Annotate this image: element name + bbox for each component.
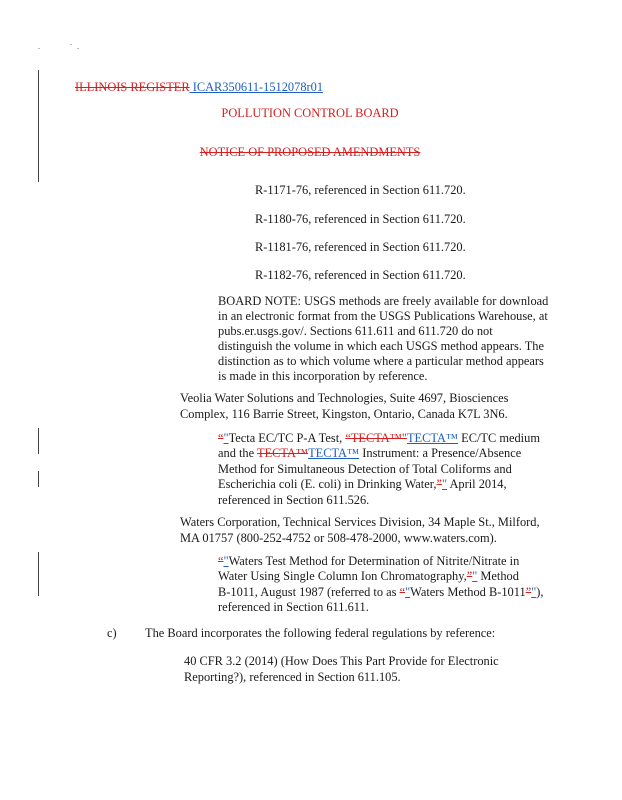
tecta-entry — [218, 431, 540, 508]
waters-line: MA 01757 (800-252-4752 or 508-478-2000, www.waters.com). — [180, 530, 497, 545]
veolia-line: Complex, 116 Barrie Street, Kingston, Ontario, Canada K7L 3N6. — [180, 406, 508, 421]
board-title: POLLUTION CONTROL BOARD — [221, 106, 399, 120]
tecta-line-3: Method for Simultaneous Detection of Total Coliforms and — [218, 461, 512, 476]
change-bar — [38, 70, 39, 182]
scan-speck — [77, 48, 79, 49]
waters-test-line-3: B-1011, August 1987 (referred to as “"Waters Method B-1011”"), — [218, 584, 544, 599]
board-note-line: BOARD NOTE: USGS methods are freely available for download — [218, 294, 549, 308]
change-bar — [38, 471, 39, 487]
waters-test-line-1: “"Waters Test Method for Determination of Nitrite/Nitrate in — [218, 554, 520, 568]
reference-item: R-1182-76, referenced in Section 611.720. — [255, 268, 466, 282]
cfr-line: Reporting?), referenced in Section 611.105. — [184, 669, 401, 684]
scan-speck — [70, 44, 72, 45]
section-c-text: The Board incorporates the following federal regulations by reference: — [145, 626, 496, 640]
reference-item: R-1171-76, referenced in Section 611.720. — [255, 183, 466, 197]
change-bar — [38, 552, 39, 596]
board-note-line: in an electronic format from the USGS Publications Warehouse, at — [218, 308, 548, 323]
tecta-line-1: “"Tecta EC/TC P-A Test, “TECTA™"TECTA™ EC/TC medium — [218, 431, 540, 445]
board-note-line: distinguish the volume in which each USGS method appears. The — [218, 338, 545, 353]
register-deleted: ILLINOIS REGISTER — [75, 80, 190, 94]
tecta-line-4: Escherichia coli (E. coli) in Drinking Water,”" April 2014, — [218, 477, 507, 492]
board-note-line: is made in this incorporation by reference. — [218, 368, 428, 383]
waters-test-line-4: referenced in Section 611.611. — [218, 600, 369, 615]
register-inserted: ICAR350611-1512078r01 — [189, 80, 324, 94]
veolia-address — [180, 391, 508, 422]
change-bar — [38, 428, 39, 454]
board-note-line: pubs.er.usgs.gov/. Sections 611.611 and 611.720 do not — [218, 323, 493, 338]
waters-test-line-2: Water Using Single Column Ion Chromatography,”" Method — [218, 569, 519, 584]
cfr-line: 40 CFR 3.2 (2014) (How Does This Part Provide for Electronic — [184, 654, 499, 668]
waters-address — [180, 515, 540, 546]
cfr-entry — [184, 654, 499, 685]
scan-speck — [38, 48, 40, 49]
board-note-line: distinction as to which volume where a particular method appears — [218, 353, 544, 368]
board-note — [218, 294, 548, 383]
register-header — [75, 80, 323, 96]
reference-item: R-1180-76, referenced in Section 611.720. — [255, 212, 466, 226]
veolia-line: Veolia Water Solutions and Technologies, Suite 4697, Biosciences — [180, 391, 509, 405]
notice-title: NOTICE OF PROPOSED AMENDMENTS — [199, 145, 421, 159]
tecta-line-2: and the TECTA™TECTA™ Instrument: a Presence/Absence — [218, 446, 522, 461]
section-c-label: c) — [107, 626, 117, 640]
tecta-line-5: referenced in Section 611.526. — [218, 492, 370, 507]
reference-item: R-1181-76, referenced in Section 611.720. — [255, 240, 466, 254]
waters-test-entry — [218, 554, 543, 616]
waters-line: Waters Corporation, Technical Services Division, 34 Maple St., Milford, — [180, 515, 540, 529]
